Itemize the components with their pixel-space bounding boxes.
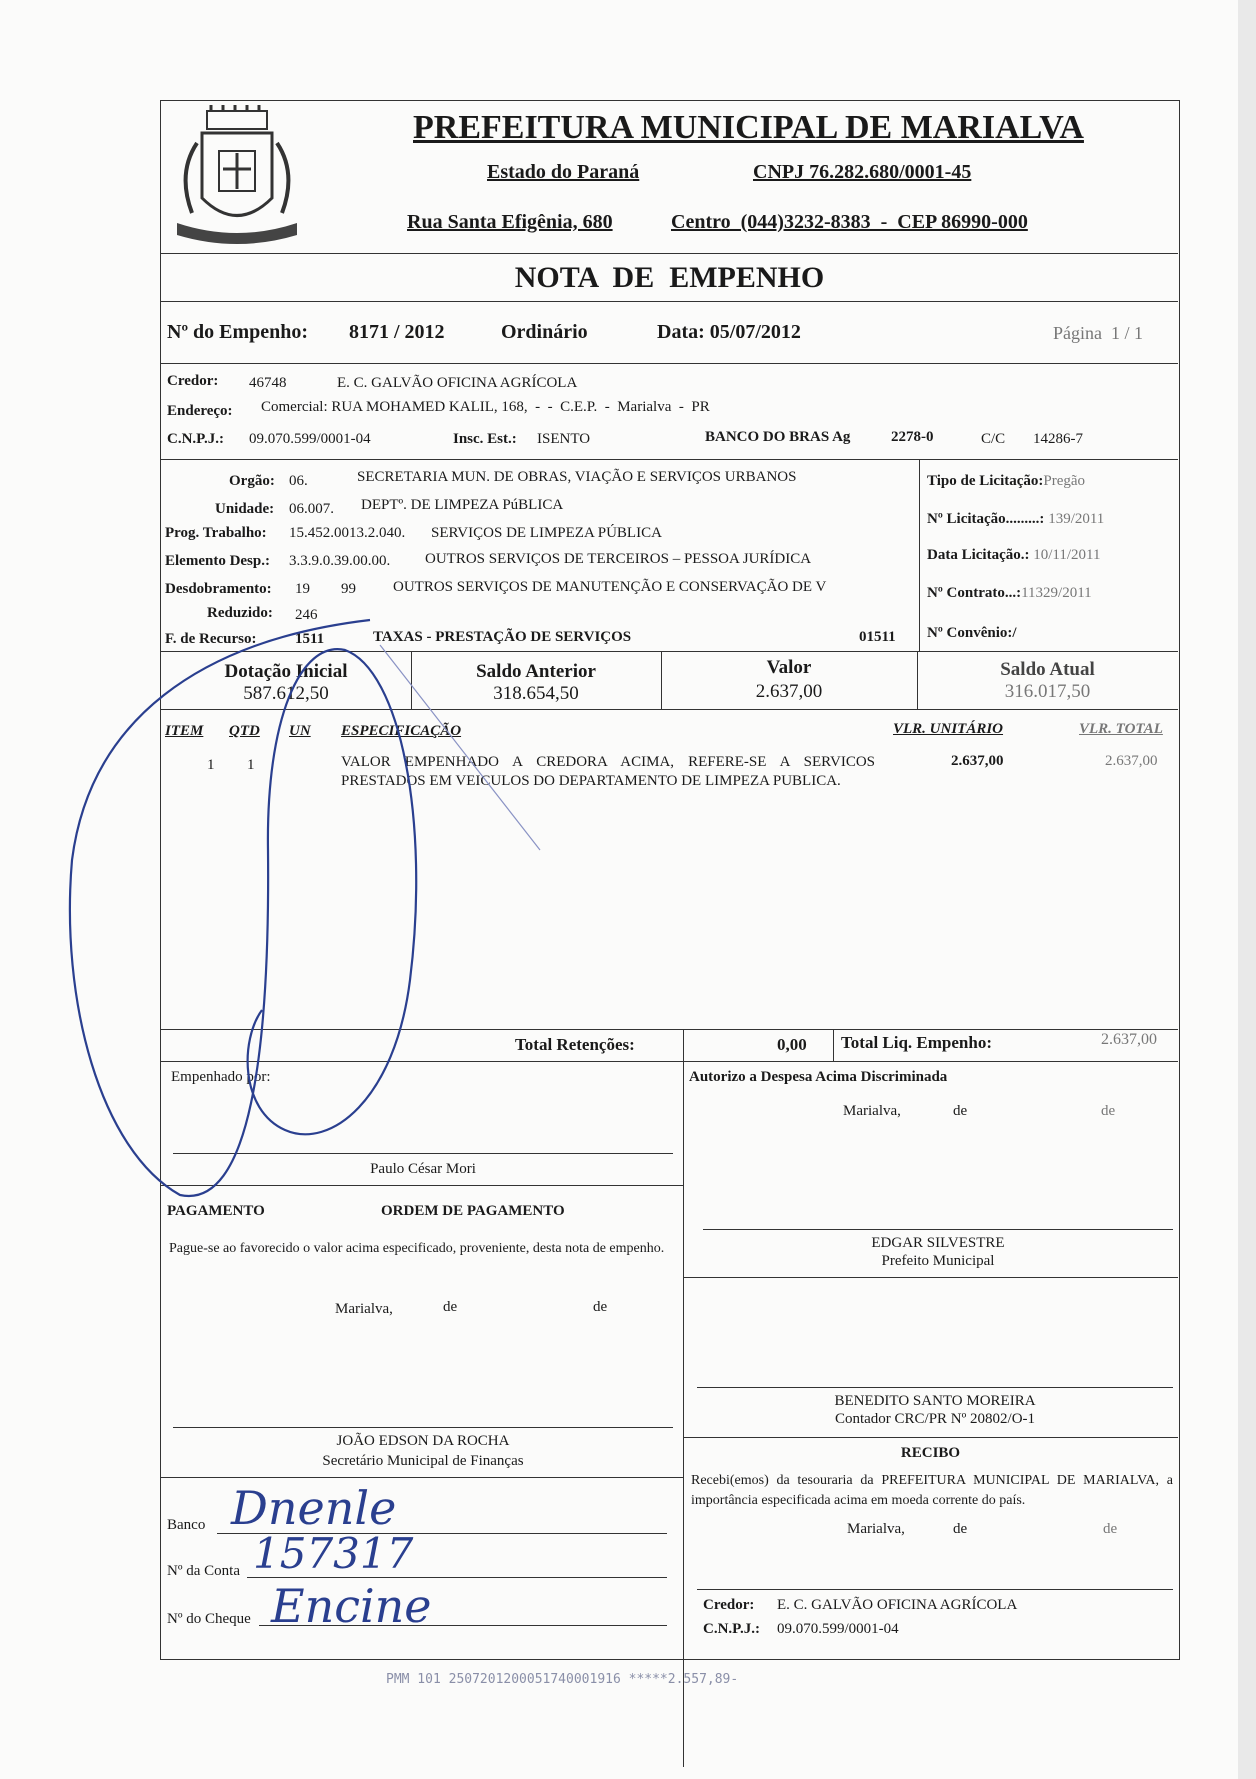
unidade-code: 06.007. [289, 501, 334, 517]
row-unit: 2.637,00 [951, 753, 1004, 769]
insc-value: ISENTO [537, 431, 591, 447]
dotacao-label: Dotação Inicial [224, 661, 348, 682]
empenho-number-label: Nº do Empenho: [167, 321, 309, 343]
address-label: Endereço: [167, 403, 233, 419]
ordem-label: ORDEM DE PAGAMENTO [381, 1203, 565, 1219]
fin-role: Secretário Municipal de Finanças [322, 1453, 524, 1469]
bank-name: BANCO DO BRAS Ag [705, 429, 851, 445]
empenhado-name: Paulo César Mori [370, 1161, 476, 1177]
left-place: Marialva, [335, 1301, 393, 1317]
left-de1: de [443, 1299, 458, 1315]
conta-label: Nº da Conta [167, 1563, 240, 1579]
cnpj: CNPJ 76.282.680/0001-45 [753, 161, 972, 183]
contrato-label: Nº Contrato...:11329/2011 [927, 585, 1092, 601]
empenho-type: Ordinário [501, 321, 588, 343]
recibo-credor-label: Credor: [703, 1597, 755, 1613]
banco-handwritten: Dnenle [231, 1481, 397, 1535]
saldo-anterior-label: Saldo Anterior [476, 661, 596, 682]
orgao-label: Orgão: [229, 473, 275, 489]
page-edge [1238, 0, 1256, 1779]
document-title: NOTA DE EMPENHO [514, 261, 825, 294]
contador-role: Contador CRC/PR Nº 20802/O-1 [834, 1411, 1036, 1427]
saldo-anterior-value: 318.654,50 [493, 683, 579, 704]
row-qtd: 1 [247, 757, 255, 773]
recibo-cnpj-label: C.N.P.J.: [703, 1621, 760, 1637]
retencoes-value: 0,00 [777, 1035, 807, 1054]
orgao-desc: SECRETARIA MUN. DE OBRAS, VIAÇÃO E SERVIÇOS URBANOS [357, 469, 797, 485]
right-de1: de [953, 1103, 968, 1119]
pague-text: Pague-se ao favorecido o valor acima especificado, proveniente, desta nota de empenho. [169, 1241, 665, 1256]
elem-desc: OUTROS SERVIÇOS DE TERCEIROS – PESSOA JURÍDICA [425, 551, 812, 567]
saldo-atual-value: 316.017,50 [1004, 681, 1091, 702]
desd-a: 19 [295, 581, 310, 597]
retencoes-label: Total Retenções: [515, 1035, 635, 1054]
col-total: VLR. TOTAL [1079, 721, 1163, 737]
elem-code: 3.3.9.0.39.00.00. [289, 553, 391, 569]
page-number: Página 1 / 1 [1053, 323, 1143, 343]
right-place: Marialva, [843, 1103, 901, 1119]
cc-value: 14286-7 [1033, 431, 1083, 447]
licitacao-date-value: 10/11/2011 [1033, 547, 1101, 563]
fonte-desc: TAXAS - PRESTAÇÃO DE SERVIÇOS [373, 629, 632, 645]
recibo-title: RECIBO [900, 1445, 961, 1461]
credor-cnpj: 09.070.599/0001-04 [249, 431, 371, 447]
conta-handwritten: 157317 [253, 1529, 414, 1578]
fonte-number: 01511 [859, 629, 896, 645]
contador-name: BENEDITO SANTO MOREIRA [834, 1393, 1036, 1409]
reduzido-label: Reduzido: [207, 605, 273, 621]
footer-code: PMM 101 2507201200051740001916 *****2.557,89- [386, 1672, 739, 1687]
orgao-code: 06. [289, 473, 308, 489]
valor-label: Valor [766, 657, 812, 678]
cheque-handwritten: Encine [271, 1579, 432, 1633]
fonte-label: F. de Recurso: [165, 631, 257, 647]
prog-code: 15.452.0013.2.040. [289, 525, 406, 541]
liq-value: 2.637,00 [1101, 1031, 1157, 1048]
agency: 2278-0 [891, 429, 934, 445]
state-name: Estado do Paraná [487, 161, 640, 183]
col-item: ITEM [165, 723, 204, 739]
fin-name: JOÃO EDSON DA ROCHA [336, 1433, 510, 1449]
prog-desc: SERVIÇOS DE LIMPEZA PÚBLICA [431, 525, 662, 541]
empenho-date: Data: 05/07/2012 [657, 321, 801, 343]
licitacao-date-label: Data Licitação.: 10/11/2011 [927, 547, 1101, 563]
recibo-de2: de [1103, 1521, 1118, 1537]
insc-label: Insc. Est.: [453, 431, 517, 447]
recibo-text: Recebi(emos) da tesouraria da PREFEITURA MUNICIPAL DE MARIALVA, a importância especificada acima em moeda corrente do país. [691, 1473, 1173, 1508]
cc-label: C/C [981, 431, 1006, 447]
licitacao-number-label: Nº Licitação.........: 139/2011 [927, 511, 1105, 527]
prog-label: Prog. Trabalho: [165, 525, 267, 541]
col-unit: VLR. UNITÁRIO [893, 721, 1004, 737]
licitacao-type-value: Pregão [1043, 473, 1086, 489]
banco-label: Banco [167, 1517, 206, 1533]
recibo-de1: de [953, 1521, 968, 1537]
contact-info: Centro (044)3232-8383 - CEP 86990-000 [671, 211, 1028, 233]
desd-desc: OUTROS SERVIÇOS DE MANUTENÇÃO E CONSERVAÇÃO DE V [393, 579, 827, 595]
unidade-desc: DEPTº. DE LIMPEZA PúBLICA [361, 497, 564, 513]
address: Rua Santa Efigênia, 680 [407, 211, 613, 233]
elem-label: Elemento Desp.: [165, 553, 270, 569]
licitacao-number-value: 139/2011 [1048, 511, 1105, 527]
municipality-title: PREFEITURA MUNICIPAL DE MARIALVA [413, 109, 1084, 146]
unidade-label: Unidade: [215, 501, 275, 517]
desd-label: Desdobramento: [165, 581, 272, 597]
row-desc: VALOR EMPENHADO A CREDORA ACIMA, REFERE-SE A SERVICOS PRESTADOS EM VEICULOS DO DEPARTAMENTO DE LIMPEZA PUBLICA. [341, 754, 875, 789]
credor-address: Comercial: RUA MOHAMED KALIL, 168, - - C.E.P. - Marialva - PR [261, 399, 710, 415]
reduzido-value: 246 [295, 607, 318, 623]
liq-label: Total Liq. Empenho: [841, 1033, 992, 1052]
autorizo-label: Autorizo a Despesa Acima Discriminada [689, 1069, 948, 1085]
prefeito-name: EDGAR SILVESTRE [871, 1235, 1005, 1251]
recibo-cnpj: 09.070.599/0001-04 [777, 1621, 899, 1637]
dotacao-value: 587.612,50 [243, 683, 329, 704]
credor-label: Credor: [167, 373, 219, 389]
col-un: UN [289, 723, 311, 739]
row-item: 1 [207, 757, 215, 773]
cheque-label: Nº do Cheque [167, 1611, 251, 1627]
credor-name: E. C. GALVÃO OFICINA AGRÍCOLA [337, 375, 578, 391]
row-total: 2.637,00 [1105, 753, 1158, 769]
col-espec: ESPECIFICAÇÃO [341, 723, 462, 739]
prefeito-role: Prefeito Municipal [881, 1253, 995, 1269]
cnpj-label: C.N.P.J.: [167, 431, 224, 447]
convenio-label: Nº Convênio:/ [927, 625, 1017, 641]
left-de2: de [593, 1299, 608, 1315]
empenho-number: 8171 / 2012 [349, 321, 445, 343]
credor-code: 46748 [249, 375, 287, 391]
desd-b: 99 [341, 581, 356, 597]
pagamento-label: PAGAMENTO [167, 1203, 265, 1219]
recibo-credor-name: E. C. GALVÃO OFICINA AGRÍCOLA [777, 1597, 1018, 1613]
valor-value: 2.637,00 [755, 681, 823, 702]
empenhado-label: Empenhado por: [171, 1069, 271, 1085]
fonte-code: 1511 [295, 631, 325, 647]
recibo-place: Marialva, [847, 1521, 905, 1537]
licitacao-type-label: Tipo de Licitação:Pregão [927, 473, 1086, 489]
saldo-atual-label: Saldo Atual [1000, 659, 1095, 680]
col-qtd: QTD [229, 723, 260, 739]
right-de2: de [1101, 1103, 1116, 1119]
contrato-value: 11329/2011 [1021, 585, 1092, 601]
